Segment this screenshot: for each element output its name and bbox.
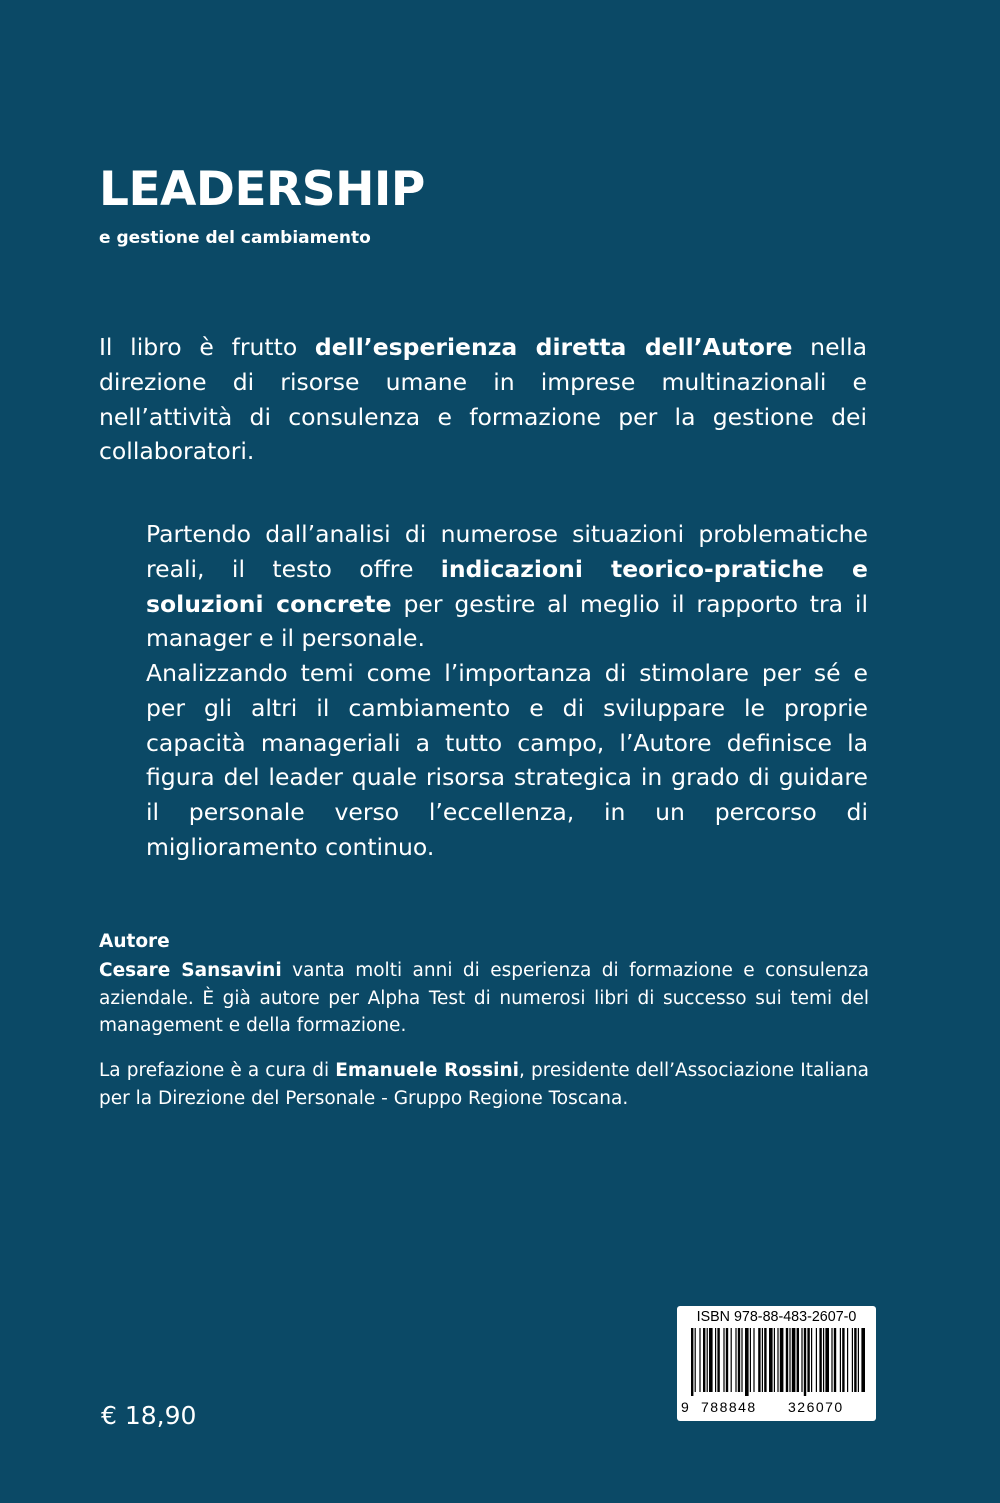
barcode-bar (854, 1328, 856, 1392)
barcode-bar (786, 1328, 788, 1392)
barcode-bar (811, 1328, 812, 1392)
book-title: LEADERSHIP (99, 162, 425, 217)
barcode-bar (840, 1328, 841, 1392)
isbn-barcode-box (677, 1306, 876, 1421)
barcode-bar (726, 1328, 728, 1392)
barcode-bar (777, 1328, 778, 1392)
barcode-bar (823, 1328, 824, 1392)
barcode-digit-first: 9 (681, 1399, 691, 1415)
barcode-bar (807, 1328, 809, 1392)
price-label: € 18,90 (101, 1401, 197, 1430)
barcode-digits-left: 788848 (701, 1399, 757, 1415)
preface-note (99, 1057, 869, 1112)
barcode-bar (731, 1328, 732, 1392)
barcode-bar (717, 1328, 719, 1392)
preface-text-start: La prefazione è a cura di (99, 1060, 336, 1081)
book-subtitle: e gestione del cambiamento (99, 228, 371, 248)
isbn-label: ISBN 978-88-483-2607-0 (696, 1309, 857, 1325)
barcode-bar (789, 1328, 790, 1392)
barcode-bar (758, 1328, 760, 1392)
barcode-bar (709, 1328, 713, 1392)
body-paragraph-1 (146, 517, 868, 656)
barcode-bar (792, 1328, 796, 1392)
intro-text-bold: dell’esperienza diretta dell’Autore (314, 333, 793, 361)
barcode-bar (804, 1328, 806, 1396)
body1-text-bold: indicazioni teorico-pratiche e soluzioni concrete (146, 554, 868, 618)
barcode-bar (735, 1328, 736, 1392)
barcode-bar (847, 1328, 848, 1392)
barcode-digits-right: 326070 (788, 1399, 844, 1415)
barcode-icon (685, 1328, 869, 1396)
barcode-bar (738, 1328, 740, 1392)
barcode-bar (753, 1328, 754, 1392)
intro-text-end: nella direzione di risorse umane in imprese multinazionali e nell’attività di consulenza e formazione per la gestione dei collaboratori. (99, 333, 867, 466)
barcode-bar (816, 1328, 817, 1392)
barcode-bar (774, 1328, 775, 1392)
author-heading: Autore (99, 931, 170, 952)
barcode-bar (834, 1328, 836, 1392)
barcode-bar (691, 1328, 693, 1396)
body1-text-start: Partendo dall’analisi di numerose situazioni problematiche reali, il testo offre (146, 520, 868, 583)
barcode-bar (780, 1328, 784, 1392)
intro-text-start: Il libro è frutto (99, 333, 315, 361)
barcode-bar (715, 1328, 716, 1392)
barcode-bar (858, 1328, 859, 1392)
barcode-bar (741, 1328, 742, 1392)
barcode-bar (723, 1328, 724, 1392)
author-name: Cesare Sansavini (99, 960, 282, 981)
barcode-bar (797, 1328, 799, 1392)
barcode-bar (699, 1328, 700, 1392)
barcode-bar (769, 1328, 773, 1392)
barcode-bar (819, 1328, 821, 1392)
barcode-bar (842, 1328, 844, 1392)
barcode-bar (707, 1328, 708, 1392)
barcode-bar (801, 1328, 802, 1392)
barcode-bar (861, 1328, 865, 1392)
body-paragraph-2: Analizzando temi come l’importanza di stimolare per sé e per gli altri il cambiamento e di sviluppare le proprie capacità manageriali a tutto campo, l’Autore definisce la figura del leader quale risorsa strategica in grado di guidare il personale verso l’eccellenza, in un percorso di miglioramento continuo. (146, 659, 868, 861)
barcode-bar (695, 1328, 696, 1392)
author-bio (99, 957, 869, 1040)
barcode-bar (762, 1328, 763, 1392)
barcode-bar (745, 1328, 749, 1396)
barcode-bar (703, 1328, 705, 1392)
body1-text-end: per gestire al meglio il rapporto tra il manager e il personale. (146, 589, 868, 653)
barcode-bar (831, 1328, 832, 1392)
barcode-bar (764, 1328, 766, 1392)
preface-author-name: Emanuele Rossini (335, 1060, 519, 1081)
intro-paragraph (99, 330, 867, 469)
barcode-bar (825, 1328, 829, 1392)
author-bio-text: vanta molti anni di esperienza di formazione e consulenza aziendale. È già autore per Alpha Test di numerosi libri di successo sui temi del management e della formazione. (99, 960, 870, 1037)
preface-text-end: , presidente dell’Associazione Italiana per la Direzione del Personale - Gruppo Regione Toscana. (99, 1060, 870, 1109)
barcode-bar (750, 1328, 751, 1392)
barcode-bar (852, 1328, 853, 1392)
